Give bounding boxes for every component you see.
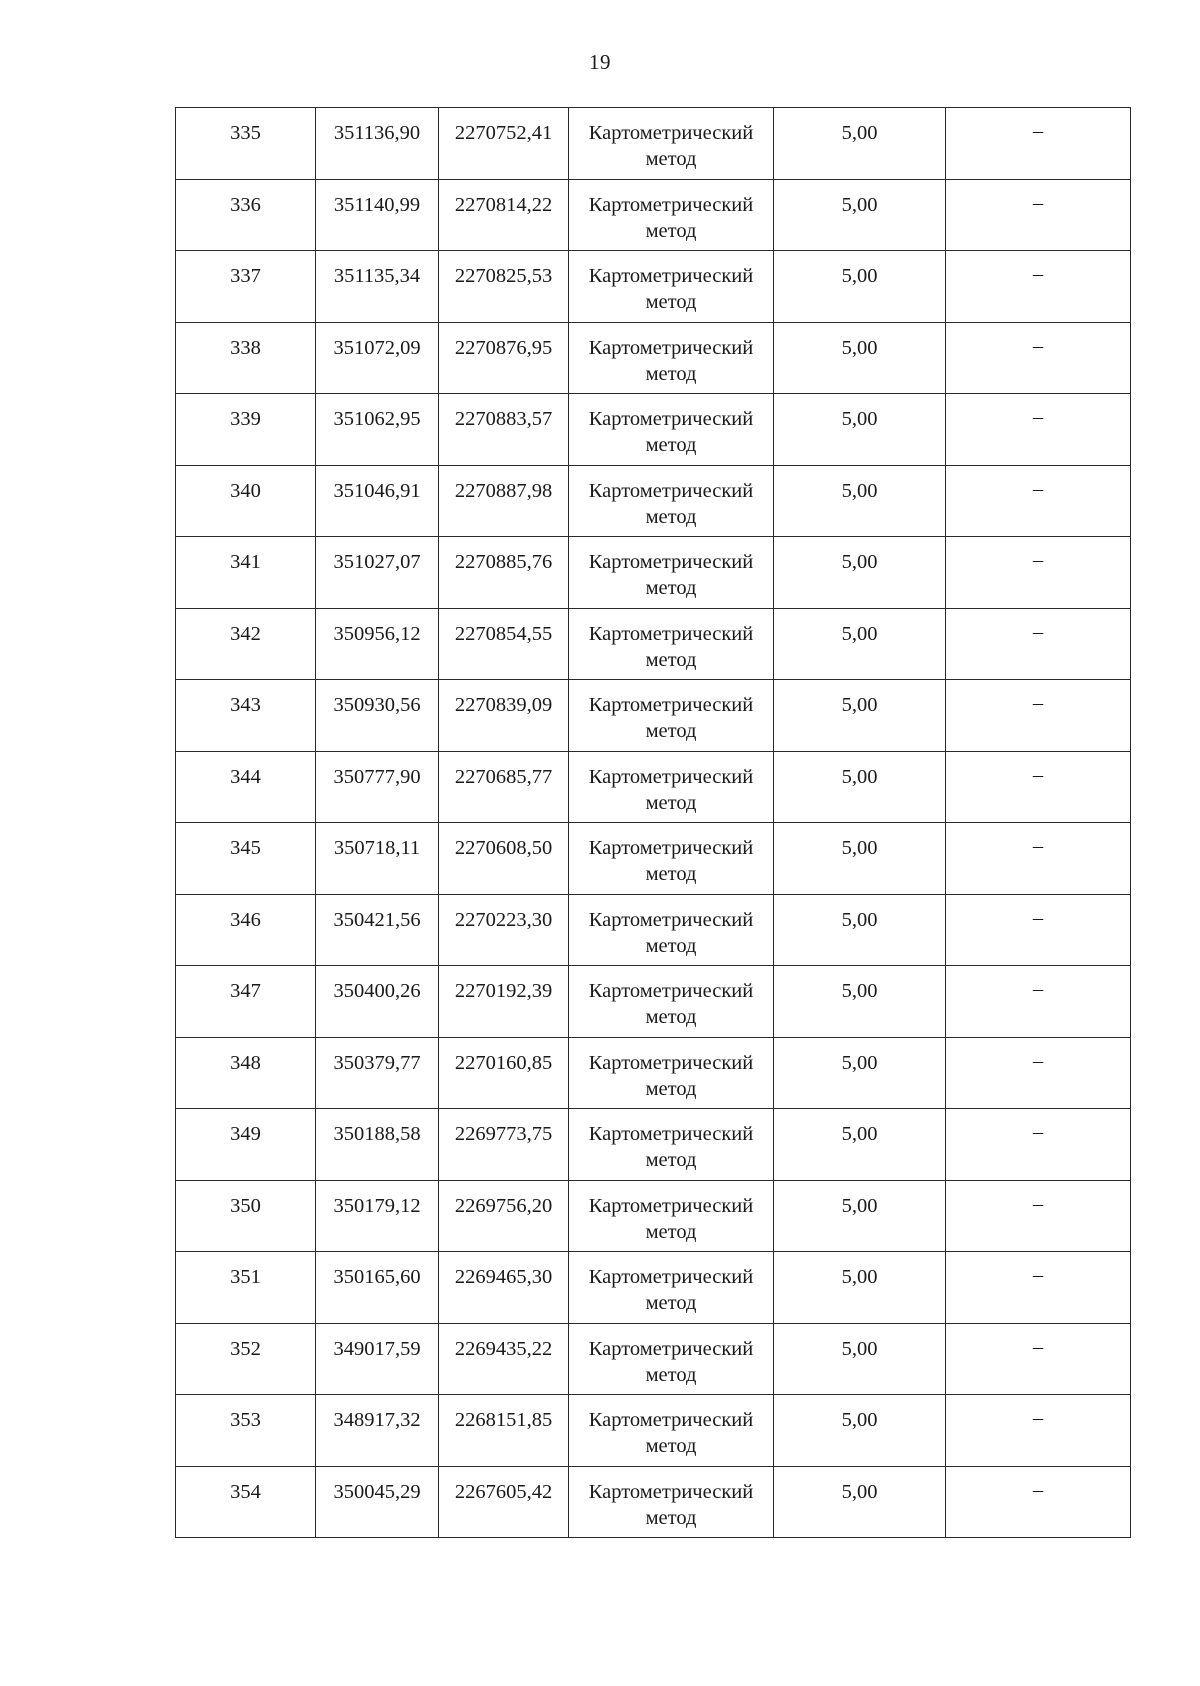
point-number-cell: 353 — [176, 1395, 316, 1467]
point-number-cell: 343 — [176, 680, 316, 752]
method-line-2: метод — [645, 434, 697, 456]
method-line-2: метод — [645, 148, 697, 170]
coordinates-table-body — [176, 108, 1131, 1538]
y-coordinate-cell: 2268151,85 — [439, 1395, 569, 1467]
x-coordinate-cell: 350777,90 — [316, 751, 439, 823]
table-row — [176, 322, 1131, 394]
point-number-cell: 338 — [176, 322, 316, 394]
accuracy-cell: 5,00 — [774, 465, 946, 537]
method-line-2: метод — [645, 1363, 697, 1386]
method-line-1: Картометрический — [588, 1337, 754, 1360]
page-number: 19 — [589, 50, 611, 74]
accuracy-cell: 5,00 — [774, 322, 946, 394]
point-number-cell: 339 — [176, 394, 316, 466]
method-cell — [569, 537, 774, 609]
table-row — [176, 966, 1131, 1038]
method-line-2: метод — [645, 505, 697, 528]
table-row — [176, 251, 1131, 323]
method-line-2: метод — [645, 934, 697, 957]
x-coordinate-cell: 351072,09 — [316, 322, 439, 394]
table-row — [176, 465, 1131, 537]
method-line-2: метод — [645, 362, 697, 385]
y-coordinate-cell: 2270752,41 — [439, 108, 569, 180]
method-line-1: Картометрический — [588, 193, 754, 216]
method-line-2: метод — [645, 863, 697, 885]
accuracy-cell: 5,00 — [774, 394, 946, 466]
x-coordinate-cell: 351135,34 — [316, 251, 439, 323]
method-cell — [569, 1037, 774, 1109]
y-coordinate-cell: 2270839,09 — [439, 680, 569, 752]
accuracy-cell: 5,00 — [774, 1109, 946, 1181]
method-line-2: метод — [645, 1006, 697, 1028]
method-line-2: метод — [645, 791, 697, 814]
note-cell: – — [946, 108, 1131, 180]
table-row — [176, 1252, 1131, 1324]
y-coordinate-cell: 2270885,76 — [439, 537, 569, 609]
method-cell — [569, 251, 774, 323]
method-line-1: Картометрический — [588, 1480, 754, 1503]
x-coordinate-cell: 351027,07 — [316, 537, 439, 609]
method-line-1: Картометрический — [588, 551, 754, 573]
point-number-cell: 342 — [176, 608, 316, 680]
method-line-1: Картометрический — [588, 980, 754, 1002]
method-line-1: Картометрический — [588, 408, 754, 430]
x-coordinate-cell: 351062,95 — [316, 394, 439, 466]
method-line-2: метод — [645, 1149, 697, 1171]
table-row — [176, 608, 1131, 680]
x-coordinate-cell: 350188,58 — [316, 1109, 439, 1181]
note-cell: – — [946, 1395, 1131, 1467]
accuracy-cell: 5,00 — [774, 1395, 946, 1467]
method-cell — [569, 108, 774, 180]
x-coordinate-cell: 350718,11 — [316, 823, 439, 895]
method-cell — [569, 1252, 774, 1324]
table-row — [176, 1323, 1131, 1395]
method-line-2: метод — [645, 1506, 697, 1529]
table-row — [176, 179, 1131, 251]
y-coordinate-cell: 2270876,95 — [439, 322, 569, 394]
accuracy-cell: 5,00 — [774, 179, 946, 251]
method-cell — [569, 394, 774, 466]
accuracy-cell: 5,00 — [774, 823, 946, 895]
accuracy-cell: 5,00 — [774, 751, 946, 823]
note-cell: – — [946, 894, 1131, 966]
y-coordinate-cell: 2270160,85 — [439, 1037, 569, 1109]
method-cell — [569, 894, 774, 966]
note-cell: – — [946, 1252, 1131, 1324]
note-cell: – — [946, 1109, 1131, 1181]
table-row — [176, 1109, 1131, 1181]
method-line-1: Картометрический — [588, 1051, 754, 1074]
point-number-cell: 341 — [176, 537, 316, 609]
x-coordinate-cell: 350400,26 — [316, 966, 439, 1038]
note-cell: – — [946, 394, 1131, 466]
method-cell — [569, 465, 774, 537]
note-cell: – — [946, 680, 1131, 752]
point-number-cell: 349 — [176, 1109, 316, 1181]
accuracy-cell: 5,00 — [774, 537, 946, 609]
accuracy-cell: 5,00 — [774, 894, 946, 966]
table-row — [176, 1395, 1131, 1467]
x-coordinate-cell: 350045,29 — [316, 1466, 439, 1538]
accuracy-cell: 5,00 — [774, 680, 946, 752]
point-number-cell: 346 — [176, 894, 316, 966]
method-line-2: метод — [645, 1077, 697, 1100]
x-coordinate-cell: 350956,12 — [316, 608, 439, 680]
table-row — [176, 894, 1131, 966]
note-cell: – — [946, 1323, 1131, 1395]
x-coordinate-cell: 350379,77 — [316, 1037, 439, 1109]
accuracy-cell: 5,00 — [774, 251, 946, 323]
table-row — [176, 1466, 1131, 1538]
y-coordinate-cell: 2270883,57 — [439, 394, 569, 466]
table-row — [176, 394, 1131, 466]
note-cell: – — [946, 823, 1131, 895]
y-coordinate-cell: 2267605,42 — [439, 1466, 569, 1538]
method-line-1: Картометрический — [588, 1123, 754, 1145]
method-cell — [569, 1466, 774, 1538]
y-coordinate-cell: 2270825,53 — [439, 251, 569, 323]
y-coordinate-cell: 2270685,77 — [439, 751, 569, 823]
method-cell — [569, 608, 774, 680]
y-coordinate-cell: 2270814,22 — [439, 179, 569, 251]
accuracy-cell: 5,00 — [774, 608, 946, 680]
y-coordinate-cell: 2269465,30 — [439, 1252, 569, 1324]
method-line-1: Картометрический — [588, 1409, 754, 1431]
note-cell: – — [946, 537, 1131, 609]
method-line-1: Картометрический — [588, 765, 754, 788]
method-line-1: Картометрический — [588, 622, 754, 645]
method-line-1: Картометрический — [588, 1194, 754, 1217]
method-line-1: Картометрический — [588, 1266, 754, 1288]
point-number-cell: 354 — [176, 1466, 316, 1538]
method-cell — [569, 1323, 774, 1395]
y-coordinate-cell: 2269435,22 — [439, 1323, 569, 1395]
method-cell — [569, 751, 774, 823]
accuracy-cell: 5,00 — [774, 1466, 946, 1538]
accuracy-cell: 5,00 — [774, 1037, 946, 1109]
point-number-cell: 335 — [176, 108, 316, 180]
method-line-2: метод — [645, 577, 697, 599]
method-line-2: метод — [645, 1220, 697, 1243]
x-coordinate-cell: 350930,56 — [316, 680, 439, 752]
method-cell — [569, 1109, 774, 1181]
method-line-1: Картометрический — [588, 837, 754, 859]
point-number-cell: 345 — [176, 823, 316, 895]
method-cell — [569, 322, 774, 394]
note-cell: – — [946, 465, 1131, 537]
table-row — [176, 1180, 1131, 1252]
note-cell: – — [946, 751, 1131, 823]
table-row — [176, 537, 1131, 609]
y-coordinate-cell: 2270608,50 — [439, 823, 569, 895]
x-coordinate-cell: 351140,99 — [316, 179, 439, 251]
method-line-2: метод — [645, 720, 697, 742]
method-cell — [569, 680, 774, 752]
method-line-1: Картометрический — [588, 908, 754, 931]
y-coordinate-cell: 2270854,55 — [439, 608, 569, 680]
note-cell: – — [946, 251, 1131, 323]
table-row — [176, 751, 1131, 823]
table-row — [176, 1037, 1131, 1109]
point-number-cell: 337 — [176, 251, 316, 323]
x-coordinate-cell: 350421,56 — [316, 894, 439, 966]
method-cell — [569, 823, 774, 895]
note-cell: – — [946, 608, 1131, 680]
x-coordinate-cell: 349017,59 — [316, 1323, 439, 1395]
note-cell: – — [946, 179, 1131, 251]
x-coordinate-cell: 351046,91 — [316, 465, 439, 537]
x-coordinate-cell: 350165,60 — [316, 1252, 439, 1324]
note-cell: – — [946, 322, 1131, 394]
method-line-2: метод — [645, 1292, 697, 1314]
note-cell: – — [946, 1180, 1131, 1252]
accuracy-cell: 5,00 — [774, 1323, 946, 1395]
point-number-cell: 348 — [176, 1037, 316, 1109]
note-cell: – — [946, 1466, 1131, 1538]
x-coordinate-cell: 351136,90 — [316, 108, 439, 180]
method-line-2: метод — [645, 291, 697, 313]
x-coordinate-cell: 348917,32 — [316, 1395, 439, 1467]
point-number-cell: 352 — [176, 1323, 316, 1395]
method-line-1: Картометрический — [588, 265, 754, 287]
point-number-cell: 351 — [176, 1252, 316, 1324]
method-cell — [569, 179, 774, 251]
point-number-cell: 336 — [176, 179, 316, 251]
note-cell: – — [946, 1037, 1131, 1109]
y-coordinate-cell: 2269756,20 — [439, 1180, 569, 1252]
note-cell: – — [946, 966, 1131, 1038]
table-row — [176, 823, 1131, 895]
coordinates-table — [175, 107, 1131, 1538]
point-number-cell: 347 — [176, 966, 316, 1038]
accuracy-cell: 5,00 — [774, 1252, 946, 1324]
method-cell — [569, 1180, 774, 1252]
y-coordinate-cell: 2269773,75 — [439, 1109, 569, 1181]
accuracy-cell: 5,00 — [774, 108, 946, 180]
accuracy-cell: 5,00 — [774, 1180, 946, 1252]
method-cell — [569, 966, 774, 1038]
accuracy-cell: 5,00 — [774, 966, 946, 1038]
table-row — [176, 680, 1131, 752]
point-number-cell: 350 — [176, 1180, 316, 1252]
y-coordinate-cell: 2270192,39 — [439, 966, 569, 1038]
method-line-1: Картометрический — [588, 336, 754, 359]
method-line-2: метод — [645, 1435, 697, 1457]
point-number-cell: 340 — [176, 465, 316, 537]
y-coordinate-cell: 2270887,98 — [439, 465, 569, 537]
table-row — [176, 108, 1131, 180]
point-number-cell: 344 — [176, 751, 316, 823]
method-cell — [569, 1395, 774, 1467]
method-line-2: метод — [645, 219, 697, 242]
method-line-1: Картометрический — [588, 122, 754, 144]
y-coordinate-cell: 2270223,30 — [439, 894, 569, 966]
method-line-2: метод — [645, 648, 697, 671]
x-coordinate-cell: 350179,12 — [316, 1180, 439, 1252]
method-line-1: Картометрический — [588, 479, 754, 502]
method-line-1: Картометрический — [588, 694, 754, 716]
